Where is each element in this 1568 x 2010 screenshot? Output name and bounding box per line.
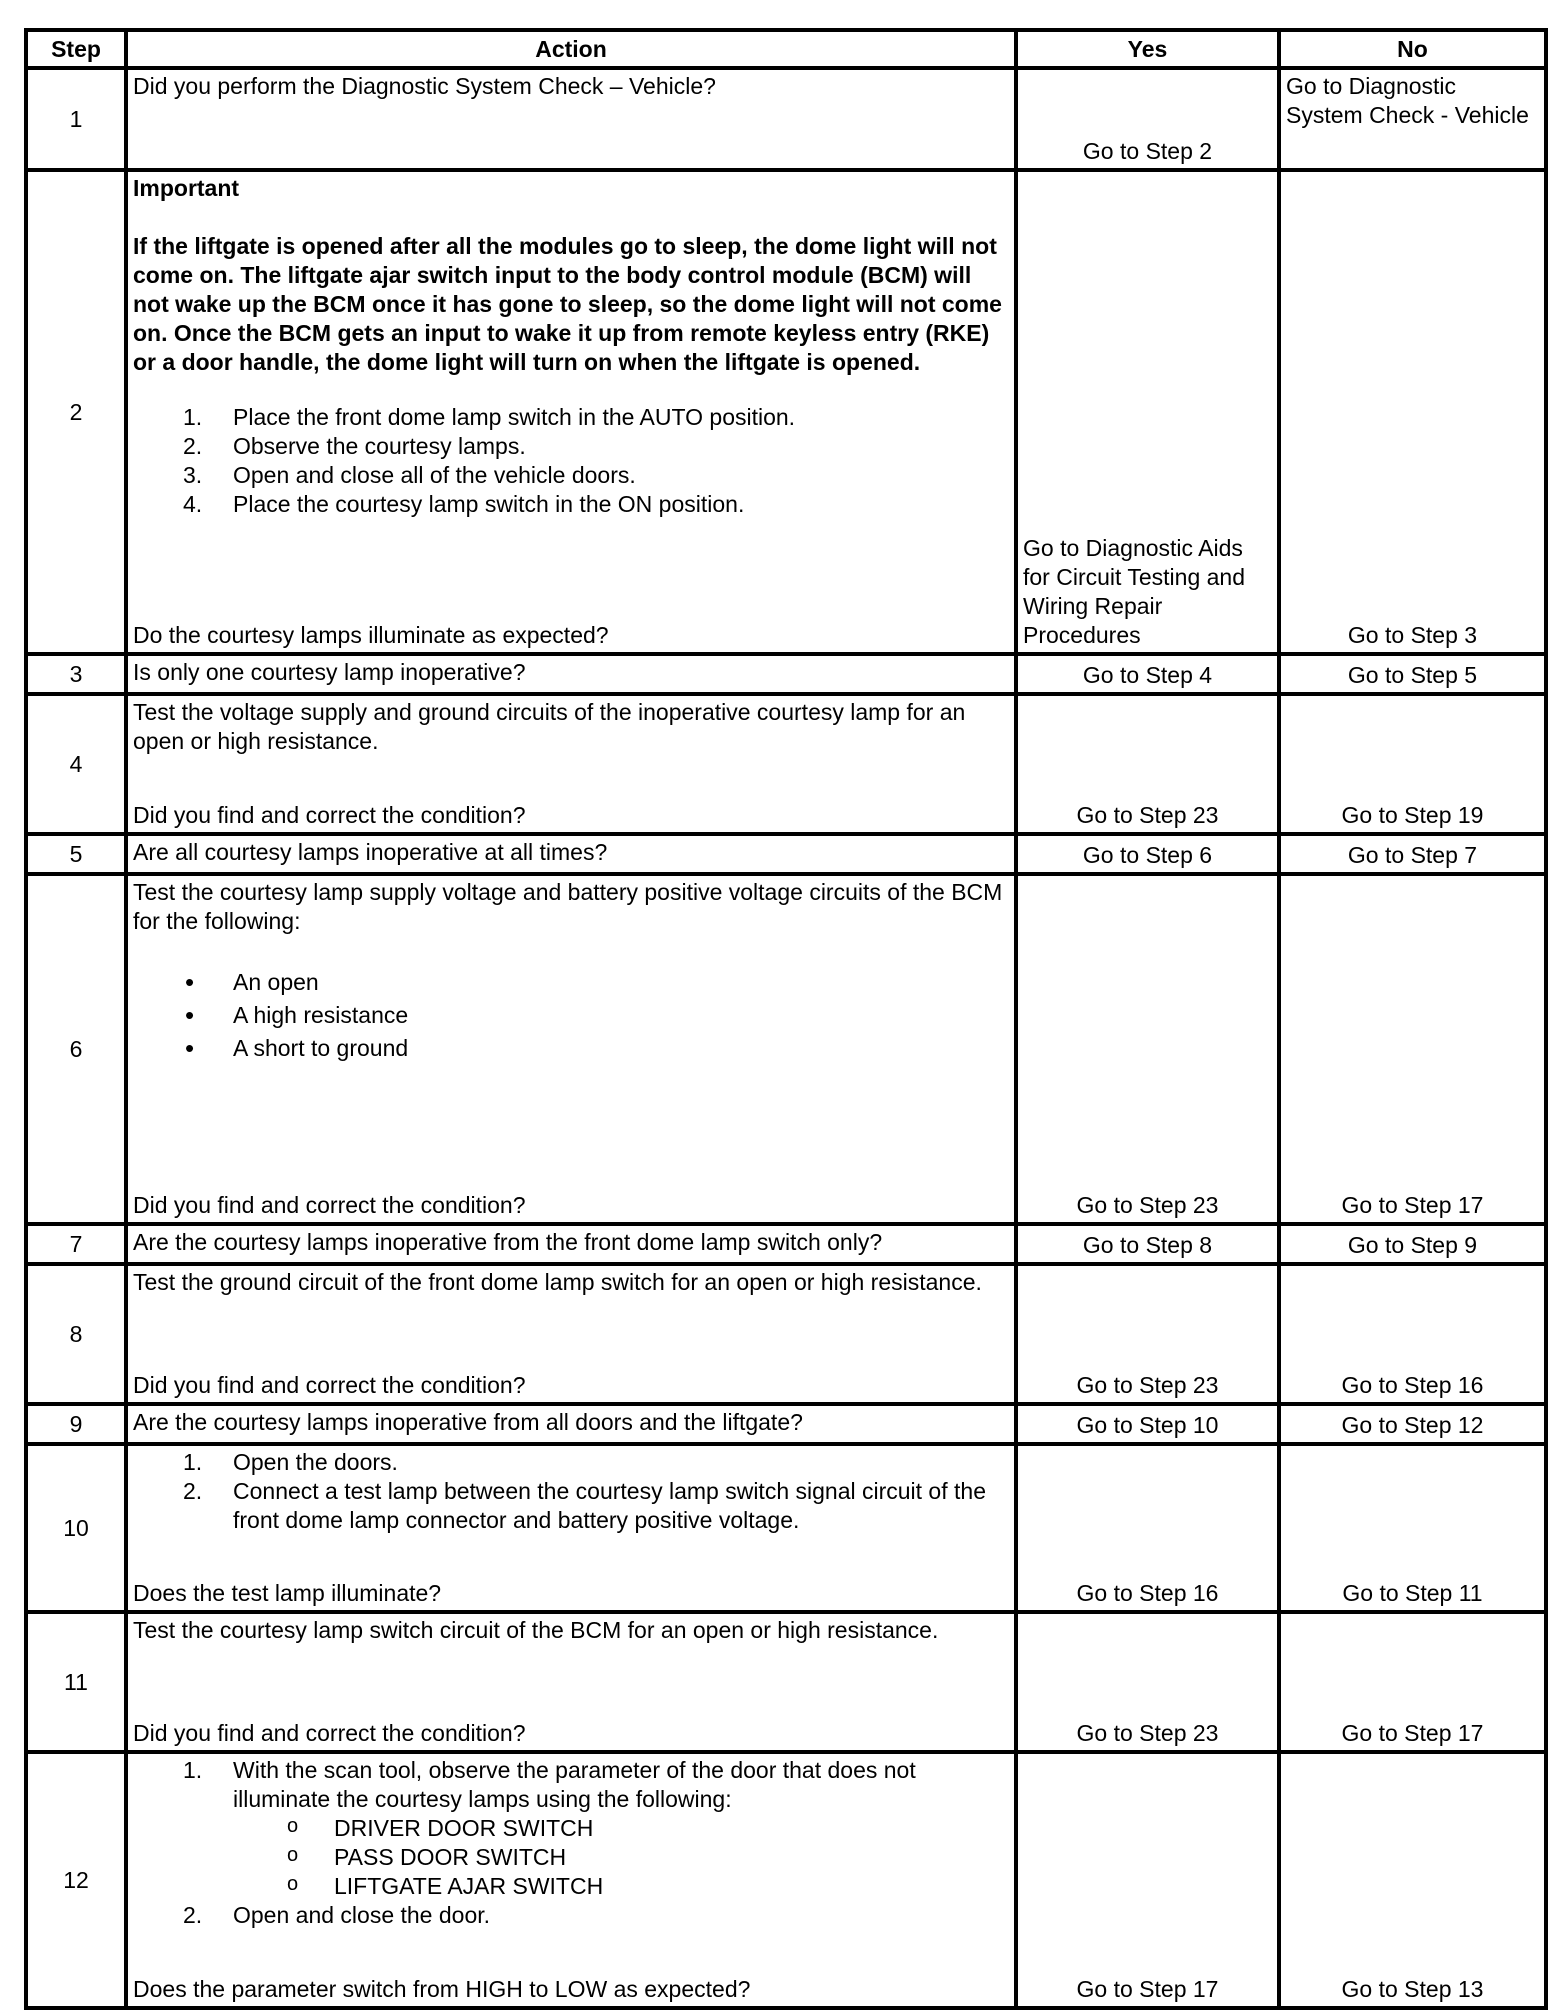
header-no: No: [1279, 30, 1546, 68]
table-row: [26, 170, 1546, 654]
question-text: Do the courtesy lamps illuminate as expected?: [133, 622, 609, 648]
yes-result: Go to Step 23: [1016, 1612, 1279, 1752]
spacer: [133, 203, 1009, 232]
question-text: Did you find and correct the condition?: [133, 1372, 526, 1398]
no-result: Go to Diagnostic System Check - Vehicle: [1279, 68, 1546, 170]
table-row: [26, 1264, 1546, 1404]
list-item: • An open: [133, 966, 1009, 999]
substep-text: Connect a test lamp between the courtesy lamp switch signal circuit of the front dome lamp connector and battery positive voltage.: [233, 1478, 986, 1533]
important-title: Important: [133, 175, 240, 201]
yes-result: Go to Step 2: [1016, 68, 1279, 170]
yes-result: Go to Diagnostic Aids for Circuit Testing and Wiring Repair Procedures: [1016, 170, 1279, 654]
step-number: 8: [26, 1264, 126, 1404]
substep-text: With the scan tool, observe the parameter of the door that does not illuminate the courtesy lamps using the following:: [233, 1757, 916, 1812]
action-text: Is only one courtesy lamp inoperative?: [126, 654, 1016, 694]
substep-list: [133, 403, 1009, 519]
table-row: [26, 1612, 1546, 1752]
no-result: Go to Step 17: [1279, 874, 1546, 1224]
yes-result: Go to Step 23: [1016, 1264, 1279, 1404]
bullet-list: [133, 966, 1009, 1065]
question-text: Does the test lamp illuminate?: [133, 1580, 442, 1606]
no-result: Go to Step 5: [1279, 654, 1546, 694]
no-result: Go to Step 19: [1279, 694, 1546, 834]
list-item: [133, 1477, 1009, 1535]
list-item: [133, 1448, 1009, 1477]
list-item: o LIFTGATE AJAR SWITCH: [233, 1872, 1009, 1901]
substep-number: 1.: [183, 404, 203, 430]
action-cell: [126, 1444, 1016, 1612]
header-yes: Yes: [1016, 30, 1279, 68]
step-number: 10: [26, 1444, 126, 1612]
substep-text: Observe the courtesy lamps.: [233, 433, 526, 459]
action-text: Test the courtesy lamp supply voltage and battery positive voltage circuits of the BCM for the following:: [133, 879, 1003, 934]
substep-text: Open and close the door.: [233, 1902, 491, 1928]
list-item: [133, 490, 1009, 519]
substep-number: 2.: [183, 1902, 203, 1928]
list-item: • A short to ground: [133, 1032, 1009, 1065]
substep-text: Place the courtesy lamp switch in the ON position.: [233, 491, 745, 517]
list-item: [133, 403, 1009, 432]
yes-result: Go to Step 8: [1016, 1224, 1279, 1264]
table-row: [26, 1444, 1546, 1612]
action-text: Test the courtesy lamp switch circuit of the BCM for an open or high resistance.: [133, 1617, 939, 1643]
table-row: [26, 874, 1546, 1224]
yes-result: Go to Step 16: [1016, 1444, 1279, 1612]
yes-result: Go to Step 17: [1016, 1752, 1279, 2008]
step-number: 11: [26, 1612, 126, 1752]
substep-number: 3.: [183, 462, 203, 488]
action-text: Test the voltage supply and ground circuits of the inoperative courtesy lamp for an open or high resistance.: [133, 699, 966, 754]
substep-number: 1.: [183, 1449, 203, 1475]
action-text: Are all courtesy lamps inoperative at all times?: [126, 834, 1016, 874]
step-number: 6: [26, 874, 126, 1224]
step-number: 2: [26, 170, 126, 654]
yes-result: Go to Step 6: [1016, 834, 1279, 874]
substep-number: 4.: [183, 491, 203, 517]
step-number: 3: [26, 654, 126, 694]
question-text: Does the parameter switch from HIGH to LOW as expected?: [133, 1976, 751, 2002]
yes-result: Go to Step 23: [1016, 694, 1279, 834]
action-cell: [126, 1264, 1016, 1404]
action-text: Test the ground circuit of the front dome lamp switch for an open or high resistance.: [133, 1269, 982, 1295]
substep-number: 2.: [183, 433, 203, 459]
no-result: Go to Step 7: [1279, 834, 1546, 874]
action-text: Did you perform the Diagnostic System Check – Vehicle?: [126, 68, 1016, 170]
header-action: Action: [126, 30, 1016, 68]
action-cell: [126, 1752, 1016, 2008]
no-result: Go to Step 9: [1279, 1224, 1546, 1264]
no-result: Go to Step 11: [1279, 1444, 1546, 1612]
diagnostic-table: [24, 28, 1548, 2010]
table-row: [26, 1404, 1546, 1444]
step-number: 1: [26, 68, 126, 170]
list-item: [133, 1756, 1009, 1901]
list-item: [133, 432, 1009, 461]
table-row: [26, 68, 1546, 170]
list-item: • A high resistance: [133, 999, 1009, 1032]
no-result: Go to Step 17: [1279, 1612, 1546, 1752]
action-cell: [126, 170, 1016, 654]
table-row: [26, 1224, 1546, 1264]
step-number: 4: [26, 694, 126, 834]
table-row: [26, 834, 1546, 874]
table-row: [26, 1752, 1546, 2008]
action-text: Are the courtesy lamps inoperative from the front dome lamp switch only?: [126, 1224, 1016, 1264]
substep-text: Open and close all of the vehicle doors.: [233, 462, 636, 488]
action-cell: [126, 1612, 1016, 1752]
step-number: 7: [26, 1224, 126, 1264]
substep-list: [133, 1756, 1009, 1930]
substep-list: [133, 1448, 1009, 1535]
question-text: Did you find and correct the condition?: [133, 1192, 526, 1218]
yes-result: Go to Step 23: [1016, 874, 1279, 1224]
question-text: Did you find and correct the condition?: [133, 802, 526, 828]
header-row: [26, 30, 1546, 68]
action-text: Are the courtesy lamps inoperative from all doors and the liftgate?: [126, 1404, 1016, 1444]
table-row: [26, 694, 1546, 834]
list-item: [133, 461, 1009, 490]
substep-number: 1.: [183, 1757, 203, 1783]
no-result: Go to Step 3: [1279, 170, 1546, 654]
list-item: [133, 1901, 1009, 1930]
step-number: 9: [26, 1404, 126, 1444]
substep-text: Place the front dome lamp switch in the AUTO position.: [233, 404, 796, 430]
list-item: o DRIVER DOOR SWITCH: [233, 1814, 1009, 1843]
no-result: Go to Step 12: [1279, 1404, 1546, 1444]
no-result: Go to Step 13: [1279, 1752, 1546, 2008]
step-number: 5: [26, 834, 126, 874]
important-body: If the liftgate is opened after all the modules go to sleep, the dome light will not come on. The liftgate ajar switch input to the body control module (BCM) will not wake up the BCM once it has gone to sleep, so the dome light will not come on. Once the BCM gets an input to wake it up from remote keyless entry (RKE) or a door handle, the dome light will turn on when the liftgate is opened.: [133, 233, 1002, 375]
no-result: Go to Step 16: [1279, 1264, 1546, 1404]
sub-bullet-list: [233, 1814, 1009, 1901]
step-number: 12: [26, 1752, 126, 2008]
list-item: o PASS DOOR SWITCH: [233, 1843, 1009, 1872]
table-row: [26, 654, 1546, 694]
action-cell: [126, 694, 1016, 834]
yes-result: Go to Step 10: [1016, 1404, 1279, 1444]
substep-number: 2.: [183, 1478, 203, 1504]
action-cell: [126, 874, 1016, 1224]
question-text: Did you find and correct the condition?: [133, 1720, 526, 1746]
substep-text: Open the doors.: [233, 1449, 398, 1475]
header-step: Step: [26, 30, 126, 68]
yes-result: Go to Step 4: [1016, 654, 1279, 694]
